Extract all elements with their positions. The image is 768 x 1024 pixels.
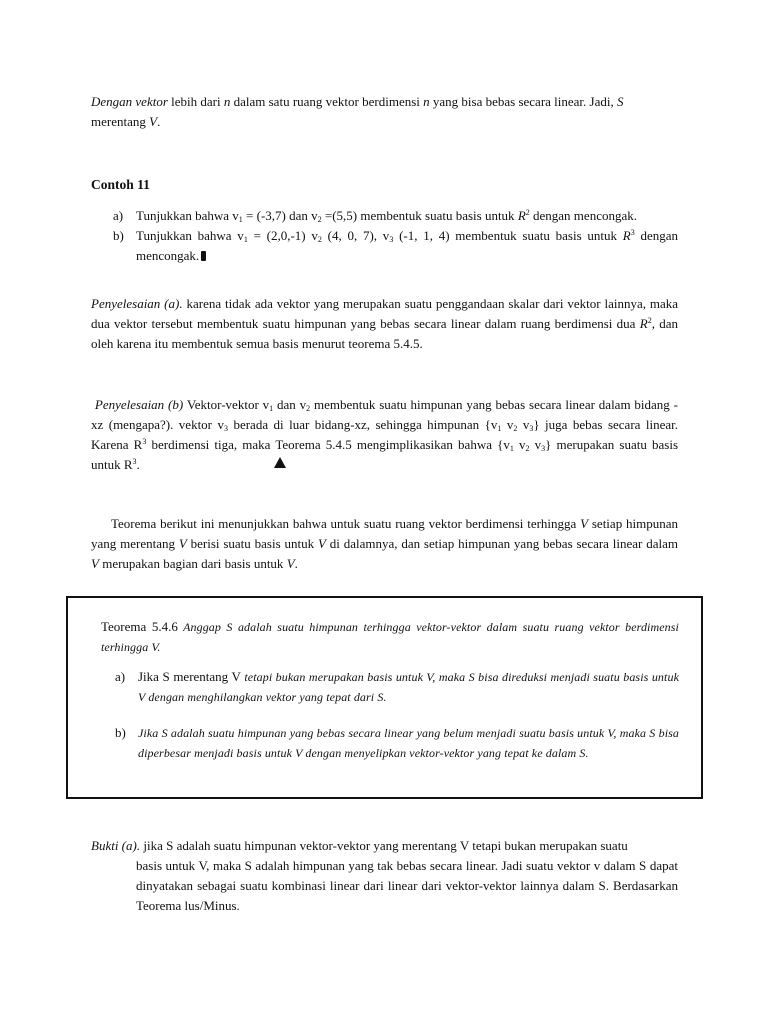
theorem-item-b: b) Jika S adalah suatu himpunan yang bebas secara linear yang belum menjadi suatu basis untuk V, maka S bisa diperbesar menjadi basis untuk V dengan menyelipkan vektor-vektor yang tepat ke dalam S. — [115, 725, 679, 760]
proof-label: Bukti (a). — [91, 838, 141, 853]
theorem-content — [101, 617, 679, 763]
solution-a-paragraph: Penyelesaian (a). karena tidak ada vektor yang merupakan suatu penggandaan skalar dari vektor lainnya, maka dua vektor tersebut membentuk suatu himpunan yang bebas secara linear dalam ruang berdimensi dua $R^2$, dan oleh karena itu membentuk semua basis menurut teorema 5.4.5. — [91, 296, 678, 351]
example-list — [91, 206, 678, 266]
example-item-b: b) Tunjukkan bahwa $v_1 = (2,0,-1)$ $v_2$ (4, 0, 7), $v_3$ (-1, 1, 4) membentuk suatu basis untuk $R^3$ dengan mencongak. — [113, 228, 678, 263]
theorem-box — [66, 596, 703, 799]
theorem-intro-paragraph: Teorema berikut ini menunjukkan bahwa untuk suatu ruang vektor berdimensi terhingga V setiap himpunan yang merentang V berisi suatu basis untuk V di dalamnya, dan setiap himpunan yang bebas secara linear dalam V merupakan bagian dari basis untuk V. — [91, 516, 678, 571]
example-item-a: a) Tunjukkan bahwa $v_1 = (-3,7)$ dan $v_2 =(5,5)$ membentuk suatu basis untuk $R^2$ dengan mencongak. — [113, 208, 637, 224]
triangle-marker-icon — [274, 457, 286, 468]
intro-paragraph: Dengan vektor lebih dari n dalam satu ruang vektor berdimensi n yang bisa bebas secara linear. Jadi, S merentang V. — [91, 94, 624, 129]
theorem-label: Teorema 5.4.6 — [101, 619, 178, 634]
solution-b-paragraph: Penyelesaian (b) Vektor-vektor $v_1$ dan $v_2$ membentuk suatu himpunan yang bebas secara linear dalam bidang -xz (mengapa?). vektor $v_3$ berada di luar bidang-xz, sehingga himpunan {$v_1$ $v_2$ $v_3$} juga bebas secara linear. Karena $R^3$ berdimensi tiga, maka Teorema 5.4.5 mengimplikasikan bahwa {$v_1$ $v_2$ $v_3$} merupakan suatu basis untuk $R^3$. — [91, 397, 679, 472]
theorem-item-a: a) Jika S merentang V tetapi bukan merupakan basis untuk V, maka S bisa direduksi menjadi suatu basis untuk V dengan menghilangkan vektor yang tepat dari S. — [115, 669, 679, 704]
example-heading: Contoh 11 — [91, 177, 150, 192]
theorem-statement: Teorema 5.4.6 Anggap S adalah suatu himpunan terhingga vektor-vektor dalam suatu ruang vektor berdimensi terhingga V. — [101, 619, 679, 654]
intro-italic: Dengan vektor — [91, 94, 168, 109]
proof-paragraph: Bukti (a). jika S adalah suatu himpunan vektor-vektor yang merentang V tetapi bukan merupakan suatu basis untuk V, maka S adalah himpunan yang tak bebas secara linear. Jadi suatu vektor v dalam S dapat dinyatakan sebagai suatu kombinasi linear dari linear dari vektor-vektor lainnya dalam S. Berdasarkan Teorema lus/Minus. — [91, 838, 678, 913]
cursor-block-icon — [201, 251, 206, 261]
